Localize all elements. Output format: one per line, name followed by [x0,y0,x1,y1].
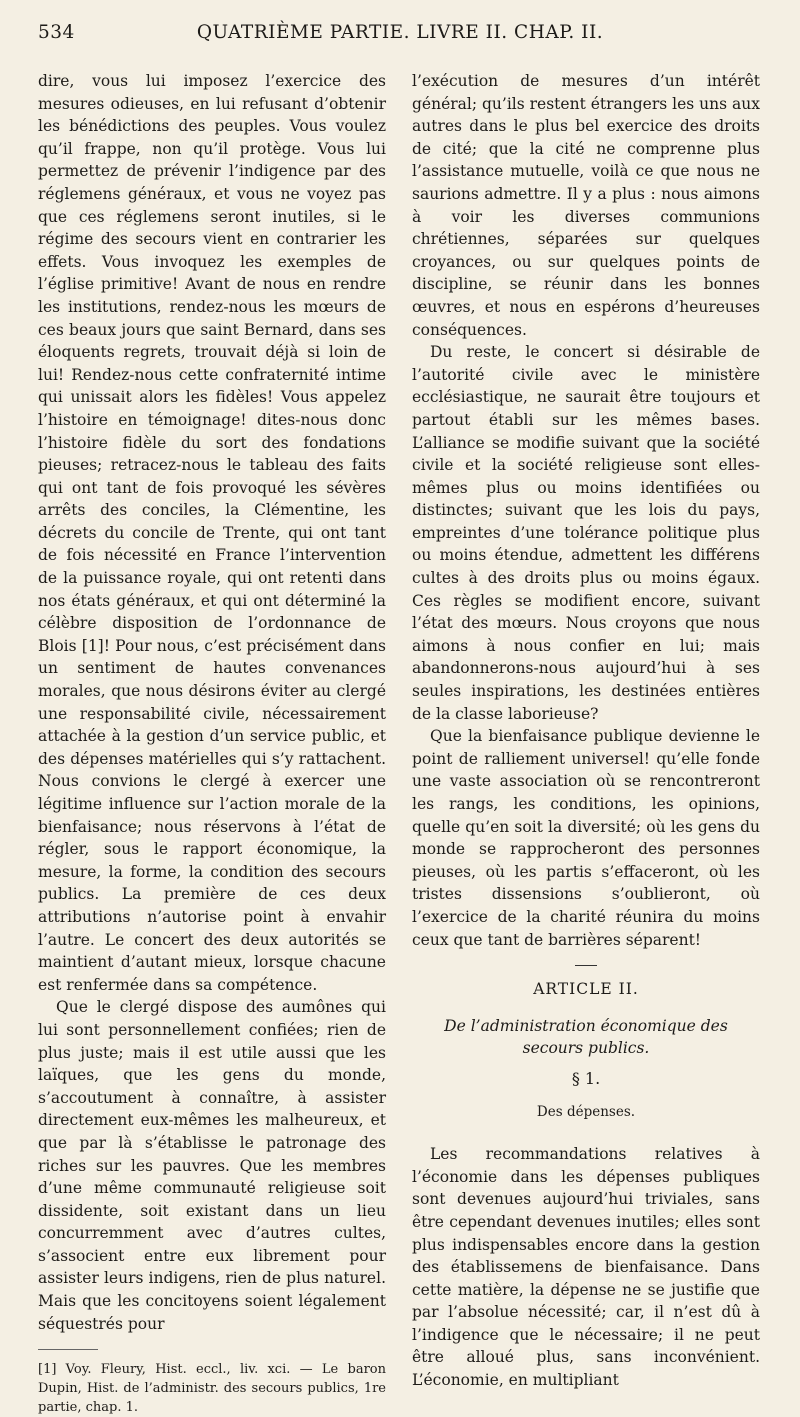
footnote-divider [38,1349,98,1350]
article-subtitle: De l’administration économique des secours publics. [444,1016,728,1058]
article-title: ARTICLE II. [533,980,639,999]
page-number: 534 [38,22,75,43]
running-title: QUATRIÈME PARTIE. LIVRE II. CHAP. II. [196,22,604,43]
paragraph: Du reste, le concert si désirable de l’autorité civile avec le ministère ecclésiastique, ne saurait être toujours et partout établi sur les mêmes bases. L’alliance se modifie suivant que la société civile et la société religieuse sont elles-mêmes plus ou moins identifiées ou distinctes; suivant que les lois du pays, empreintes d’une tolérance politique plus ou moins étendue, admettent les différens cultes à des droits plus ou moins égaux. Ces règles se modifient encore, suivant l’état des mœurs. Nous croyons que nous aimons à nous confier en lui; mais abandonnerons-nous aujourd’hui à ses seules inspirations, les destinées entières de la classe laborieuse? [412,343,760,723]
section-title: Des dépenses. [536,1103,636,1120]
paragraph: Que le clergé dispose des aumônes qui lui sont personnellement confiées; rien de plus juste; mais il est utile aussi que les laïques, que les gens du monde, s’accoutument à connaître, à assister directement eux-mêmes les malheureux, et que par là s’établisse le patronage des riches sur les pauvres. Que les membres d’une même communauté religieuse soit dissidente, soit existant dans un lieu concurremment avec d’autres cultes, s’associent entre eux librement pour assister leurs indigens, rien de plus naturel. Mais que les concitoyens soient légalement séquestrés pour [38,998,386,1333]
paragraph: dire, vous lui imposez l’exercice des mesures odieuses, en lui refusant d’obtenir les bénédictions des peuples. Vous voulez qu’il frappe, non qu’il protège. Vous lui permettez de prévenir l’indigence par des réglemens généraux, et vous ne voyez pas que ces réglemens seront inutiles, si le régime des secours vient en contrarier les effets. Vous invoquez les exemples de l’église primitive! Avant de nous en rendre les institutions, rendez-nous les mœurs de ces beaux jours que saint Bernard, dans ses éloquents regrets, trouvait déjà si loin de lui! Rendez-nous cette confraternité intime qui unissait alors les fidèles! Vous appelez l’histoire en témoignage! dites-nous donc l’histoire fidèle du sort des fondations pieuses; retracez-nous le tableau des faits qui ont tant de fois provoqué les sévères arrêts des conciles, la Clémentine, les décrets du concile de Trente, qui ont tant de fois nécessité en France l’intervention de la puissance royale, qui ont retenti dans nos états généraux, et qui ont déterminé la célèbre disposition de l’ordonnance de Blois [1]! Pour nous, c’est précisément dans un sentiment de hautes convenances morales, que nous désirons éviter au clergé une responsabilité civile, nécessairement attachée à la gestion d’un service public, et des dépenses matérielles qui s’y rattachent. Nous convions le clergé à exercer une légitime influence sur l’action morale de la bienfaisance; nous réservons à l’état de régler, sous le rapport économique, la mesure, la forme, la condition des secours publics. La première de ces deux attributions n’autorise point à envahir l’autre. Le concert des deux autorités se maintient d’autant mieux, lorsque chacune est renfermée dans sa compétence. [38,72,386,994]
paragraph: Que la bienfaisance publique devienne le point de ralliement universel! qu’elle fonde une vaste association où se rencontreront les rangs, les conditions, les opinions, quelle qu’en soit la diversité; où les gens du monde se rapprocheront des personnes pieuses, où les partis s’effaceront, où les tristes dissensions s’oublieront, où l’exercice de la charité réunira du moins ceux que tant de barrières séparent! [412,727,760,949]
right-column [412,70,760,1392]
left-column [38,70,386,1417]
paragraph: Les recommandations relatives à l’économie dans les dépenses publiques sont devenues aujourd’hui triviales, sans être cependant devenues inutiles; elles sont plus indispensables encore dans la gestion des établissemens de bienfaisance. Dans cette matière, la dépense ne se justifie que par l’absolue nécessité; car, il n’est dû à l’indigence que le nécessaire; il ne peut être alloué plus, sans inconvénient. L’économie, en multipliant [412,1145,760,1390]
paragraph: l’exécution de mesures d’un intérêt général; qu’ils restent étrangers les uns aux autres dans le plus bel exercice des droits de cité; que la cité ne comprenne plus l’assistance mutuelle, voilà ce que nous ne saurions admettre. Il y a plus : nous aimons à voir les diverses communions chrétiennes, séparées sur quelques croyances, ou sur quelques points de discipline, se réunir dans les bonnes œuvres, et nous en espérons d’heureuses conséquences. [412,72,760,339]
section-divider [575,965,597,966]
page-header [38,22,762,56]
section-mark: § 1. [571,1068,601,1088]
footnote: [1] Voy. Fleury, Hist. eccl., liv. xci. — Le baron Dupin, Hist. de l’administr. des secours publics, 1re partie, chap. 1. [38,1362,386,1416]
